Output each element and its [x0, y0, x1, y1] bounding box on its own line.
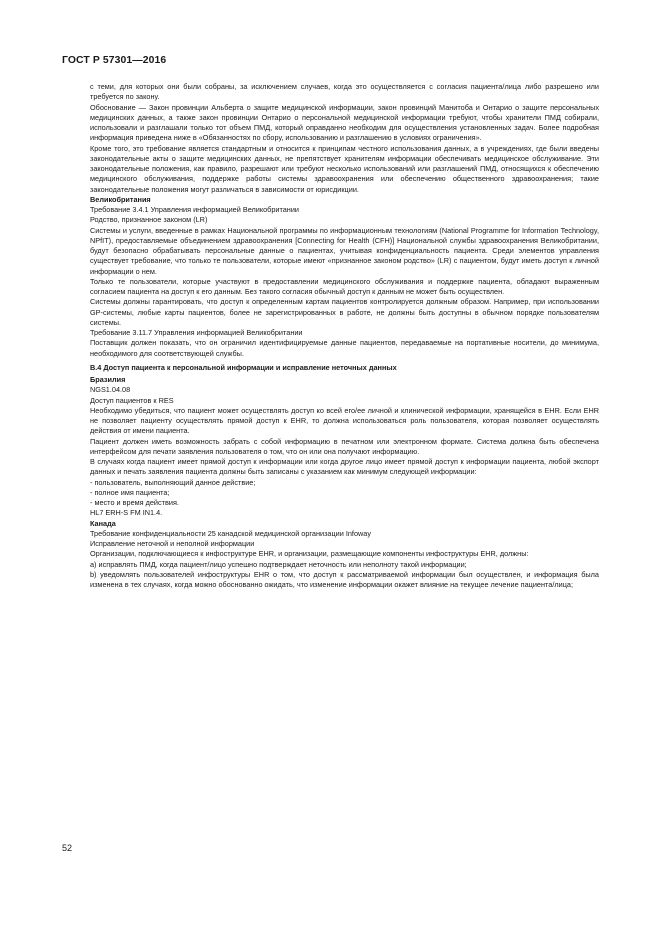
body-paragraph: Системы должны гарантировать, что доступ к определенным картам пациентов контролируется должным образом. Например, при использовании GP-системы, любые карты пациентов, более не зарегистрированных в работе, не должны быть доступны в обычном порядке пользователям системы. [90, 297, 599, 327]
subsection-heading: Канада [90, 518, 116, 528]
body-paragraph: Родство, признанное законом (LR) [90, 215, 208, 225]
body-paragraph: Обоснование — Закон провинции Альберта о защите медицинской информации, закон провинций Манитоба и Онтарио о защите персональных медицинских данных, а также закон провинции Онтарио о персональной медицинской информации требуют, чтобы хранители ПМД собирали, использовали и разглашали только тот объем ПМД, который оправданно необходим для осуществления установленных задач. Более подробная информация приведена ниже в «Обязанностях по сбору, использованию и разглашению в условиях ограничения». [90, 102, 599, 143]
body-paragraph: HL7 ERH-S FM IN1.4. [90, 508, 163, 518]
body-paragraph: Только те пользователи, которые участвуют в предоставлении медицинского обслуживания и поддержке пациента, обладают выраженным согласием пациента на доступ к его данным. Без такого согласия обычный доступ к данным не может быть осуществлен. [90, 276, 599, 296]
body-paragraph: Необходимо убедиться, что пациент может осуществлять доступ ко всей его/ее личной и клинической информации, хранящейся в EHR. Если EHR не позволяет пациенту осуществлять прямой доступ к EHR, то должна использоваться роль пользователя, которая позволяет осуществлять действия от имени пациента. [90, 405, 599, 436]
subsection-heading: Бразилия [90, 375, 126, 384]
body-paragraph: Доступ пациентов к RES [90, 395, 174, 405]
body-paragraph: а) исправлять ПМД, когда пациент/лицо успешно подтверждает неточность или неполноту такой информации; [90, 559, 467, 569]
body-paragraph: Требование 3.11.7 Управления информацией Великобритании [90, 328, 303, 337]
page-number: 52 [62, 843, 73, 853]
body-paragraph: Системы и услуги, введенные в рамках Национальной программы по информационным технологиям (National Programme for Information Technology, NPfIT), предоставляемые объединением здравоохранения [Connecting for Health (CFH)] Национальной службы здравоохранения Великобритании, будут безопасно обрабатывать персональные данные о пациентах, учитывая конфиденциальность пациента. Среди элементов управления существует требование, что только те пользователи, которые имеют «признанное законом родство» (LR) с пациентом, будут иметь доступ к личной информации о нем. [90, 225, 599, 276]
body-paragraph: - пользователь, выполняющий данное действие; [90, 477, 256, 487]
body-paragraph: Требование 3.4.1 Управления информацией Великобритании [90, 205, 299, 214]
body-paragraph: Пациент должен иметь возможность забрать с собой информацию в печатном или электронном формате. Система должна быть обеспечена интерфейсом для печати заявления пользователя о том, что он или она получают информацию. [90, 436, 599, 456]
body-paragraph: с теми, для которых они были собраны, за исключением случаев, когда это осуществляется с согласия пациента/лица либо разрешено или требуется по закону. [90, 82, 599, 102]
body-paragraph: Исправление неточной и неполной информации [90, 539, 255, 548]
body-paragraph: Организации, подключающиеся к инфоструктуре EHR, и организации, размещающие компоненты инфоструктуры EHR, должны: [90, 549, 529, 559]
subsection-heading: Великобритания [90, 194, 151, 204]
body-paragraph: Поставщик должен показать, что он ограничил идентифицируемые данные пациентов, передаваемые на портативные носители, до минимума, необходимого для соответствующей службы. [90, 338, 599, 358]
document-header: ГОСТ Р 57301—2016 [62, 55, 167, 66]
body-paragraph: - место и время действия. [90, 498, 179, 507]
section-heading: В.4 Доступ пациента к персональной информации и исправление неточных данных [90, 362, 397, 372]
body-paragraph: NGS1.04.08 [90, 385, 131, 395]
body-paragraph: В случаях когда пациент имеет прямой доступ к информации или когда другое лицо имеет прямой доступ к информации пациента, любой экспорт данных и печать заявления пациента должны быть записаны с указанием как минимум следующей информации: [90, 457, 599, 477]
body-paragraph: Кроме того, это требование является стандартным и относится к принципам честного использования данных, а в учреждениях, где были введены законодательные акты о защите медицинских данных, не препятствует хранителям информации обеспечивать медицинское обслуживание. Эти законодательные положения, как правило, разрешают или требуют несколько использований или разглашений ПМД, относящихся к обеспечению медицинского обслуживания, поддержке работы системы здравоохранения или обеспечению общественного здравоохранения; такие законодательные положения могут различаться в зависимости от юрисдикции. [90, 143, 599, 194]
document-body [90, 82, 599, 590]
body-paragraph: b) уведомлять пользователей инфоструктуры EHR о том, что доступ к рассматриваемой информации был осуществлен, и информация была изменена в тех случаях, когда можно обоснованно ожидать, что изменение информации окажет влияние на текущее лечение пациента/лица; [90, 569, 599, 589]
body-paragraph: Требование конфиденциальности 25 канадской медицинской организации Infoway [90, 528, 371, 538]
body-paragraph: - полное имя пациента; [90, 487, 170, 497]
